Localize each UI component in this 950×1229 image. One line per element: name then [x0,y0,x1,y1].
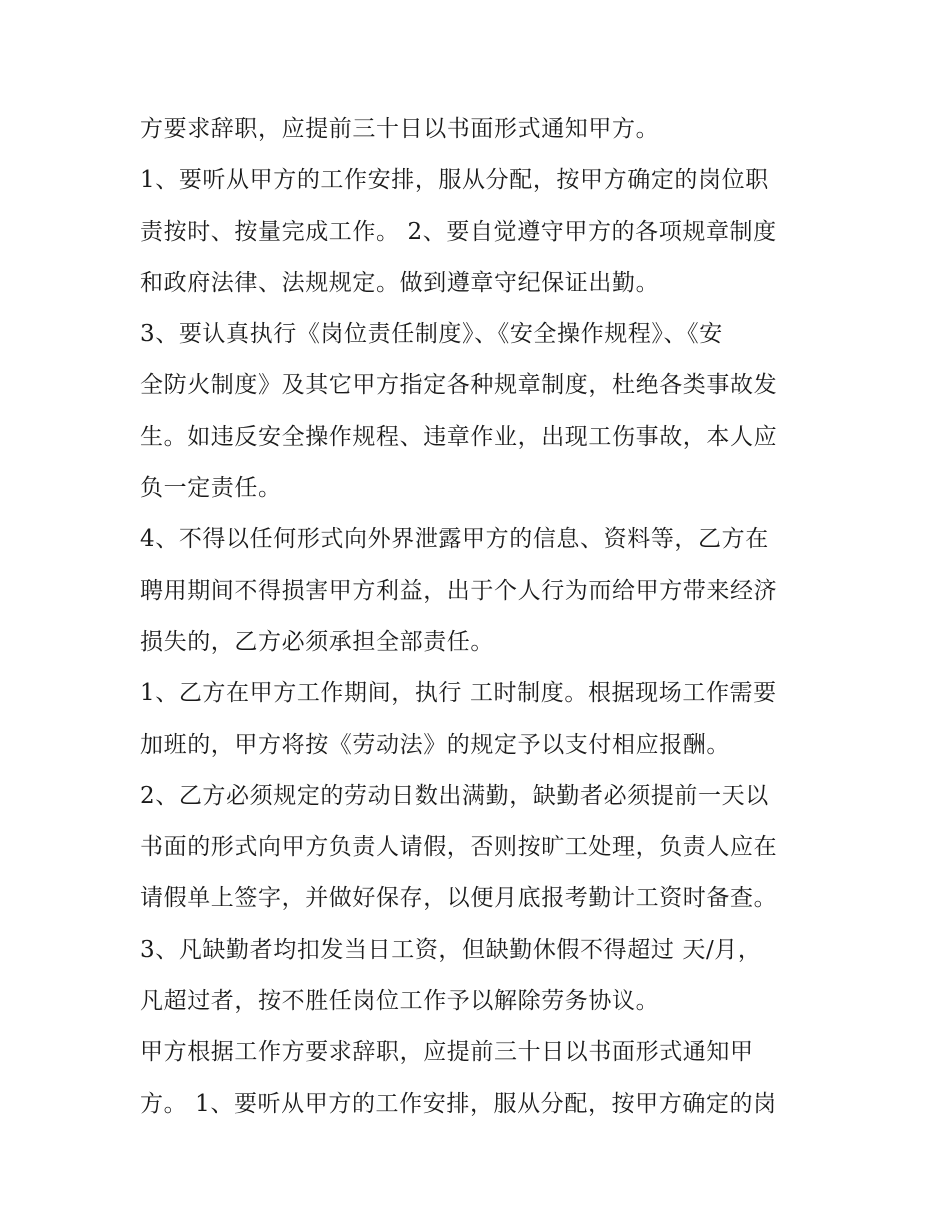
text-line: 加班的，甲方将按《劳动法》的规定予以支付相应报酬。 [140,731,730,758]
text-line: 方要求辞职，应提前三十日以书面形式通知甲方。 [140,116,660,142]
text-line: 书面的形式向甲方负责人请假，否则按旷工处理，负责人应在 [140,834,778,861]
text-line: 1、乙方在甲方工作期间，执行 工时制度。根据现场工作需要 [140,680,777,707]
text-line: 和政府法律、法规规定。做到遵章守纪保证出勤。 [140,269,660,296]
document-body [140,104,820,1130]
text-line: 损失的，乙方必须承担全部责任。 [140,628,494,655]
text-line: 生。如违反安全操作规程、违章作业，出现工伤事故，本人应 [140,423,778,450]
text-line: 责按时、按量完成工作。 2、要自觉遵守甲方的各项规章制度 [140,218,777,245]
text-line: 全防火制度》及其它甲方指定各种规章制度，杜绝各类事故发 [140,372,778,399]
text-line: 方。 1、要听从甲方的工作安排，服从分配，按甲方确定的岗 [140,1090,777,1117]
text-line: 甲方根据工作方要求辞职，应提前三十日以书面形式通知甲 [140,1039,754,1066]
text-line: 3、凡缺勤者均扣发当日工资，但缺勤休假不得超过 天/月， [140,936,762,963]
text-line: 负一定责任。 [140,475,282,502]
text-line: 2、乙方必须规定的劳动日数出满勤，缺勤者必须提前一天以 [140,782,769,809]
text-line: 4、不得以任何形式向外界泄露甲方的信息、资料等，乙方在 [140,526,769,553]
text-line: 1、要听从甲方的工作安排，服从分配，按甲方确定的岗位职 [140,167,769,194]
text-line: 3、要认真执行《岗位责任制度》、《安全操作规程》、《安 [140,321,723,348]
text-line: 请假单上签字，并做好保存，以便月底报考勤计工资时备查。 [140,885,778,912]
text-line: 凡超过者，按不胜任岗位工作予以解除劳务协议。 [140,988,660,1015]
text-line: 聘用期间不得损害甲方利益，出于个人行为而给甲方带来经济 [140,577,778,604]
